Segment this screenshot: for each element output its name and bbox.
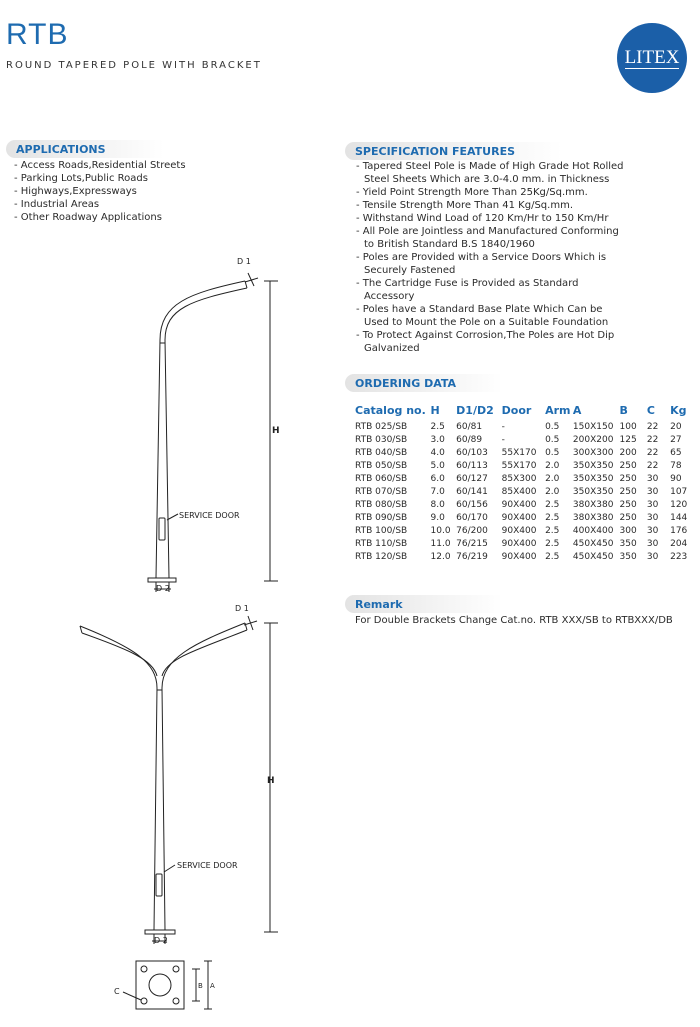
list-item: - Other Roadway Applications xyxy=(14,212,162,223)
table-cell: 0.5 xyxy=(545,448,560,458)
table-cell: 250 xyxy=(619,461,637,471)
table-cell: 250 xyxy=(619,487,637,497)
table-cell: 76/200 xyxy=(456,526,488,536)
table-cell: 450X450 xyxy=(572,552,614,562)
table-cell: 2.5 xyxy=(545,526,560,536)
table-cell: 78 xyxy=(670,461,682,471)
table-cell: 60/170 xyxy=(456,513,488,523)
table-cell: 2.0 xyxy=(545,487,560,497)
table-cell: 90X400 xyxy=(501,539,537,549)
table-cell: 60/113 xyxy=(456,461,488,471)
ordering-table-header xyxy=(355,402,690,421)
table-cell: RTB 025/SB xyxy=(355,422,408,432)
table-cell: 450X450 xyxy=(572,539,614,549)
table-cell: 90X400 xyxy=(501,526,537,536)
column-header: H xyxy=(430,403,440,417)
pole-bracket-arm xyxy=(160,281,247,340)
table-cell: 0.5 xyxy=(545,435,560,445)
table-cell: - xyxy=(501,422,505,432)
table-cell: 55X170 xyxy=(501,461,537,471)
table-cell: 350X350 xyxy=(572,474,614,484)
ordering-heading: ORDERING DATA xyxy=(345,374,555,392)
table-cell: 30 xyxy=(646,474,659,484)
remark-heading: Remark xyxy=(345,595,555,613)
ordering-table-body xyxy=(355,421,690,564)
table-cell: 27 xyxy=(670,435,682,445)
table-cell: 85X400 xyxy=(501,487,537,497)
service-door-label: SERVICE DOOR xyxy=(179,511,240,520)
table-row xyxy=(355,447,690,460)
table-cell: 60/103 xyxy=(456,448,488,458)
table-cell: 250 xyxy=(619,474,637,484)
ordering-table xyxy=(355,402,690,564)
list-item: - Industrial Areas xyxy=(14,199,100,210)
ordering-section xyxy=(345,374,690,564)
table-cell: 2.0 xyxy=(545,461,560,471)
table-cell: 30 xyxy=(646,500,659,510)
table-cell: 20 xyxy=(670,422,682,432)
h-label: H xyxy=(267,776,275,786)
table-cell: 250 xyxy=(619,500,637,510)
base-plate-outline xyxy=(136,961,184,1009)
table-cell: 22 xyxy=(646,461,659,471)
table-cell: RTB 090/SB xyxy=(355,513,408,523)
table-row xyxy=(355,538,690,551)
table-cell: 2.5 xyxy=(545,513,560,523)
table-cell: 150X150 xyxy=(572,422,614,432)
table-cell: 22 xyxy=(646,448,659,458)
table-cell: 30 xyxy=(646,513,659,523)
table-cell: 100 xyxy=(619,422,637,432)
table-cell: 22 xyxy=(646,435,659,445)
base-plate xyxy=(148,578,176,582)
table-cell: 6.0 xyxy=(430,474,445,484)
specification-section xyxy=(345,142,635,355)
list-item: - Poles have a Standard Base Plate Which Can be Used to Mount the Pole on a Suitable Foundation xyxy=(356,304,609,328)
table-cell: 22 xyxy=(646,422,659,432)
table-cell: RTB 110/SB xyxy=(355,539,408,549)
applications-heading: APPLICATIONS xyxy=(6,140,216,158)
service-door xyxy=(159,518,165,540)
litex-logo xyxy=(617,23,687,93)
base-plate xyxy=(145,930,175,934)
column-header: Kg xyxy=(670,403,687,417)
table-cell: 350X350 xyxy=(572,487,614,497)
a-label: A xyxy=(210,982,215,990)
table-cell: 85X300 xyxy=(501,474,537,484)
table-cell: 107 xyxy=(670,487,688,497)
c-label: C xyxy=(114,987,120,996)
b-label: B xyxy=(198,982,203,990)
service-door xyxy=(156,874,162,896)
table-cell: 2.5 xyxy=(545,500,560,510)
table-cell: 120 xyxy=(670,500,688,510)
table-cell: 200 xyxy=(619,448,637,458)
table-cell: 7.0 xyxy=(430,487,445,497)
table-cell: 2.5 xyxy=(545,552,560,562)
table-cell: 2.5 xyxy=(430,422,445,432)
column-header: A xyxy=(572,403,582,417)
specification-list xyxy=(354,160,624,355)
table-cell: RTB 120/SB xyxy=(355,552,408,562)
remark-text: For Double Brackets Change Cat.no. RTB XXX/SB to RTBXXX/DB xyxy=(355,615,673,626)
table-cell: RTB 100/SB xyxy=(355,526,408,536)
table-cell: 10.0 xyxy=(430,526,451,536)
table-cell: 2.0 xyxy=(545,474,560,484)
table-cell: 60/127 xyxy=(456,474,488,484)
table-row xyxy=(355,473,690,486)
applications-section xyxy=(6,140,216,224)
table-cell: 300X300 xyxy=(572,448,614,458)
table-cell: 90 xyxy=(670,474,682,484)
table-cell: 90X400 xyxy=(501,552,537,562)
table-cell: 3.0 xyxy=(430,435,445,445)
list-item: - Withstand Wind Load of 120 Km/Hr to 150 Km/Hr xyxy=(356,213,609,224)
table-cell: 125 xyxy=(619,435,637,445)
d1-label: D 1 xyxy=(237,257,251,266)
table-cell: 76/219 xyxy=(456,552,488,562)
d1-label: D 1 xyxy=(235,604,249,613)
page-subtitle: ROUND TAPERED POLE WITH BRACKET xyxy=(6,60,262,71)
table-row xyxy=(355,525,690,538)
table-row xyxy=(355,512,690,525)
table-row xyxy=(355,460,690,473)
table-cell: 55X170 xyxy=(501,448,537,458)
table-cell: RTB 030/SB xyxy=(355,435,408,445)
table-cell: RTB 040/SB xyxy=(355,448,408,458)
column-header: C xyxy=(646,403,655,417)
bolt-hole xyxy=(173,966,179,972)
table-cell: 350X350 xyxy=(572,461,614,471)
table-cell: 12.0 xyxy=(430,552,451,562)
table-cell: 350 xyxy=(619,539,637,549)
d2-label: D 2 xyxy=(156,584,170,593)
column-header: Door xyxy=(501,403,532,417)
bolt-hole xyxy=(141,966,147,972)
bolt-hole xyxy=(173,998,179,1004)
table-row xyxy=(355,486,690,499)
list-item: - Tapered Steel Pole is Made of High Grade Hot Rolled Steel Sheets Which are 3.0-4.0 mm. in Thickness xyxy=(356,161,624,185)
double-bracket-pole-diagram xyxy=(75,598,290,948)
applications-list xyxy=(12,159,216,224)
table-row xyxy=(355,421,690,434)
table-cell: 60/89 xyxy=(456,435,483,445)
remark-section xyxy=(345,595,685,626)
page-title: RTB xyxy=(6,18,69,51)
list-item: - Access Roads,Residential Streets xyxy=(14,160,186,171)
table-cell: 0.5 xyxy=(545,422,560,432)
table-cell: 30 xyxy=(646,487,659,497)
table-cell: 90X400 xyxy=(501,500,537,510)
h-label: H xyxy=(272,426,280,436)
column-header: D1/D2 xyxy=(456,403,494,417)
bolt-hole xyxy=(141,998,147,1004)
table-cell: 30 xyxy=(646,539,659,549)
table-cell: 60/141 xyxy=(456,487,488,497)
table-cell: 176 xyxy=(670,526,688,536)
table-cell: 76/215 xyxy=(456,539,488,549)
center-hole xyxy=(149,974,171,996)
table-cell: 350 xyxy=(619,552,637,562)
table-cell: 144 xyxy=(670,513,688,523)
table-cell: 200X200 xyxy=(572,435,614,445)
pole-bracket-arms xyxy=(80,623,245,688)
table-cell: 60/81 xyxy=(456,422,483,432)
table-row xyxy=(355,499,690,512)
table-cell: 9.0 xyxy=(430,513,445,523)
table-cell: 380X380 xyxy=(572,513,614,523)
pole-shaft xyxy=(156,340,169,578)
d2-label: D 2 xyxy=(154,936,168,945)
list-item: - Tensile Strength More Than 41 Kg/Sq.mm. xyxy=(356,200,573,211)
list-item: - To Protect Against Corrosion,The Poles are Hot Dip Galvanized xyxy=(356,330,615,354)
logo-text: LITEX xyxy=(624,46,680,68)
table-row xyxy=(355,551,690,564)
list-item: - Yield Point Strength More Than 25Kg/Sq.mm. xyxy=(356,187,588,198)
table-row xyxy=(355,434,690,447)
table-cell: 65 xyxy=(670,448,682,458)
table-cell: 11.0 xyxy=(430,539,451,549)
table-cell: 8.0 xyxy=(430,500,445,510)
table-cell: 400X400 xyxy=(572,526,614,536)
column-header: Catalog no. xyxy=(355,403,426,417)
list-item: - All Pole are Jointless and Manufactured Conforming to British Standard B.S 1840/1960 xyxy=(356,226,619,250)
base-plate-diagram xyxy=(108,956,228,1016)
list-item: - Poles are Provided with a Service Doors Which is Securely Fastened xyxy=(356,252,607,276)
table-cell: RTB 050/SB xyxy=(355,461,408,471)
table-cell: 60/156 xyxy=(456,500,488,510)
table-cell: - xyxy=(501,435,505,445)
table-cell: 204 xyxy=(670,539,688,549)
table-cell: 90X400 xyxy=(501,513,537,523)
single-bracket-pole-diagram xyxy=(120,248,300,598)
table-cell: 5.0 xyxy=(430,461,445,471)
list-item: - Highways,Expressways xyxy=(14,186,137,197)
specification-heading: SPECIFICATION FEATURES xyxy=(345,142,635,160)
service-door-label: SERVICE DOOR xyxy=(177,861,238,870)
table-cell: 4.0 xyxy=(430,448,445,458)
table-cell: 300 xyxy=(619,526,637,536)
table-cell: RTB 060/SB xyxy=(355,474,408,484)
list-item: - The Cartridge Fuse is Provided as Standard Accessory xyxy=(356,278,579,302)
table-cell: 380X380 xyxy=(572,500,614,510)
list-item: - Parking Lots,Public Roads xyxy=(14,173,148,184)
table-cell: 250 xyxy=(619,513,637,523)
table-cell: RTB 080/SB xyxy=(355,500,408,510)
table-cell: 30 xyxy=(646,552,659,562)
table-cell: RTB 070/SB xyxy=(355,487,408,497)
table-cell: 2.5 xyxy=(545,539,560,549)
column-header: B xyxy=(619,403,628,417)
table-cell: 223 xyxy=(670,552,688,562)
column-header: Arm xyxy=(545,403,571,417)
table-cell: 30 xyxy=(646,526,659,536)
